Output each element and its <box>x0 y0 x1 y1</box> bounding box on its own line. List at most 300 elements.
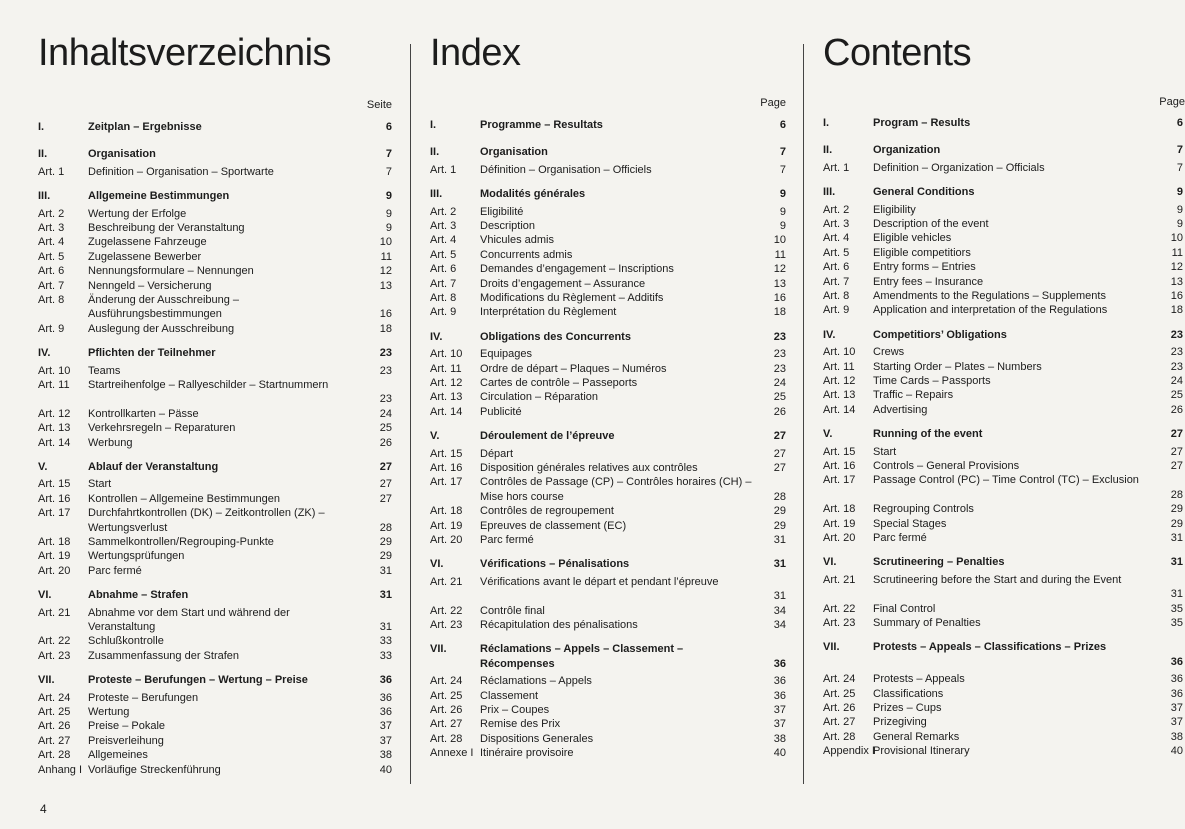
toc-title: Ordre de départ – Plaques – Numéros <box>480 362 667 375</box>
toc-page: 11 <box>1171 246 1183 259</box>
toc-title: Preise – Pokale <box>88 720 166 733</box>
toc-number: Art. 11 <box>38 379 70 391</box>
toc-page: 36 <box>379 691 392 704</box>
toc-title: Regrouping Controls <box>873 503 974 516</box>
toc-section <box>823 640 1185 669</box>
toc-entry <box>38 506 392 535</box>
toc-title: Prizes – Cups <box>873 702 942 714</box>
toc-title: Zusammenfassung der Strafen <box>88 649 240 662</box>
toc-page: 26 <box>1170 403 1183 416</box>
toc-title: Organisation <box>88 148 156 161</box>
toc-title: Crews <box>873 346 905 359</box>
toc-page: 27 <box>1170 460 1183 472</box>
english-column <box>823 0 1185 829</box>
toc-number: Art. 19 <box>430 519 463 532</box>
toc-number: VII. <box>823 641 840 654</box>
toc-title: Controls – General Provisions <box>873 460 1020 472</box>
toc-title: Wertungsprüfungen <box>88 550 185 563</box>
toc-page: 27 <box>379 461 392 473</box>
english-page-label: Page <box>1159 96 1185 108</box>
toc-number: Art. 24 <box>823 673 856 686</box>
toc-number: VI. <box>430 558 444 571</box>
toc-number: Art. 3 <box>823 218 850 230</box>
toc-page: 18 <box>773 306 786 319</box>
toc-title: Dispositions Generales <box>480 732 594 745</box>
toc-page: 40 <box>773 747 786 760</box>
toc-page: 27 <box>773 462 786 474</box>
toc-page: 24 <box>773 377 786 389</box>
toc-title: Entry forms – Entries <box>873 261 976 274</box>
toc-title: Kontrollkarten – Pässe <box>88 407 199 420</box>
toc-page: 36 <box>1170 687 1183 700</box>
toc-number: Art. 19 <box>823 517 856 530</box>
toc-title: Vorläufige Streckenführung <box>88 763 221 776</box>
toc-number: V. <box>823 428 833 441</box>
toc-title: Droits d’engagement – Assurance <box>480 277 646 290</box>
toc-page: 33 <box>379 635 392 648</box>
toc-page: 40 <box>1170 745 1183 758</box>
toc-page: 36 <box>773 675 786 688</box>
toc-number: Art. 26 <box>38 720 71 733</box>
toc-page: 18 <box>1170 304 1183 317</box>
toc-page: 13 <box>773 277 786 290</box>
toc-title: Abnahme vor dem Start und während der Veranstaltung <box>88 606 290 633</box>
toc-title: Auslegung der Ausschreibung <box>88 322 235 335</box>
toc-number: Art. 14 <box>823 403 856 416</box>
toc-number: Art. 21 <box>38 606 71 619</box>
toc-title: Description of the event <box>873 218 989 230</box>
toc-title: Equipages <box>480 348 532 361</box>
toc-page: 12 <box>379 265 392 278</box>
toc-page: 26 <box>379 436 392 449</box>
toc-title: Wertung <box>88 706 130 718</box>
toc-number: Art. 10 <box>38 364 71 377</box>
toc-page: 23 <box>1170 360 1183 373</box>
toc-number: Art. 21 <box>823 573 856 586</box>
toc-entry <box>38 606 392 635</box>
toc-page: 16 <box>1170 290 1183 302</box>
toc-number: Art. 14 <box>430 405 463 418</box>
toc-title: Abnahme – Strafen <box>88 589 189 602</box>
toc-number: II. <box>823 144 833 157</box>
toc-number: IV. <box>38 347 51 360</box>
toc-page: 7 <box>385 165 392 178</box>
toc-page: 27 <box>1170 428 1183 441</box>
toc-page: 10 <box>773 234 786 247</box>
toc-title: Vérifications – Pénalisations <box>480 558 630 571</box>
toc-title: Déroulement de l’épreuve <box>480 430 615 443</box>
toc-title: Nenngeld – Versicherung <box>88 279 212 292</box>
toc-number: III. <box>38 190 51 203</box>
toc-number: VII. <box>38 674 55 687</box>
toc-number: Art. 7 <box>430 277 457 290</box>
toc-title: Parc fermé <box>480 534 534 546</box>
toc-title: Allgemeine Bestimmungen <box>88 190 230 203</box>
toc-number: Art. 22 <box>38 635 71 648</box>
toc-page: 31 <box>1170 556 1183 569</box>
toc-number: Art. 20 <box>430 534 463 546</box>
toc-page: 9 <box>385 222 392 234</box>
toc-number: Art. 24 <box>38 691 71 704</box>
toc-number: Art. 26 <box>430 704 463 716</box>
toc-number: Art. 2 <box>430 205 457 218</box>
toc-title: Contrôle final <box>480 604 545 617</box>
toc-page: 36 <box>1170 655 1183 668</box>
toc-page: 9 <box>779 205 786 218</box>
toc-number: Art. 20 <box>38 564 71 577</box>
toc-entry <box>38 378 392 407</box>
toc-page: 24 <box>1170 375 1183 387</box>
toc-page: 9 <box>385 207 392 220</box>
toc-title: Definition – Organisation – Sportwarte <box>88 165 274 178</box>
toc-entry <box>823 473 1185 502</box>
toc-page: 27 <box>773 447 786 460</box>
toc-number: Art. 22 <box>823 602 856 615</box>
toc-page: 23 <box>1170 346 1183 359</box>
toc-page: 23 <box>379 364 392 377</box>
toc-entry <box>430 475 786 504</box>
toc-page: 7 <box>1176 144 1183 157</box>
toc-number: Art. 12 <box>430 377 463 389</box>
toc-page: 31 <box>379 589 392 602</box>
toc-title: Nennungsformulare – Nennungen <box>88 265 254 278</box>
toc-number: II. <box>38 148 48 161</box>
toc-title: Zugelassene Bewerber <box>88 250 202 263</box>
toc-number: Art. 27 <box>38 734 71 747</box>
toc-title: Beschreibung der Veranstaltung <box>88 222 245 234</box>
toc-page: 9 <box>385 190 392 203</box>
toc-section <box>430 642 786 671</box>
toc-title: Circulation – Réparation <box>480 391 599 404</box>
toc-number: Art. 12 <box>38 407 71 420</box>
toc-page: 23 <box>773 330 786 343</box>
toc-page: 31 <box>1170 532 1183 544</box>
toc-page: 26 <box>773 405 786 418</box>
toc-page: 9 <box>779 188 786 201</box>
toc-page: 9 <box>1176 218 1183 230</box>
toc-page: 23 <box>1170 328 1183 341</box>
toc-number: I. <box>38 121 45 133</box>
toc-page: 36 <box>1170 673 1183 686</box>
toc-page: 29 <box>773 505 786 518</box>
toc-number: Art. 4 <box>823 232 850 245</box>
toc-page: 36 <box>379 706 392 718</box>
toc-number: Art. 18 <box>823 503 856 516</box>
toc-number: Art. 25 <box>38 706 71 718</box>
toc-number: II. <box>430 146 440 159</box>
toc-page: 24 <box>379 407 392 420</box>
column-divider <box>410 44 411 784</box>
toc-title: Eligible competitiors <box>873 246 971 259</box>
toc-title: Prix – Coupes <box>480 704 550 716</box>
toc-page: 12 <box>1170 261 1183 274</box>
toc-number: Art. 2 <box>38 207 65 220</box>
toc-page: 35 <box>1170 602 1183 615</box>
toc-number: Art. 15 <box>430 447 463 460</box>
toc-page: 29 <box>379 536 392 548</box>
toc-number: V. <box>38 461 48 473</box>
toc-number: Art. 18 <box>430 505 463 518</box>
toc-title: Zugelassene Fahrzeuge <box>88 236 207 249</box>
toc-title: Sammelkontrollen/Regrouping-Punkte <box>88 536 274 548</box>
toc-title: Interprétation du Règlement <box>480 306 617 319</box>
toc-title: Schlußkontrolle <box>88 635 164 648</box>
toc-title: Parc fermé <box>873 532 927 544</box>
toc-title: Organization <box>873 144 941 157</box>
toc-title: Contrôles de regroupement <box>480 505 614 518</box>
german-title: Inhaltsverzeichnis <box>38 32 332 74</box>
toc-title: Time Cards – Passports <box>873 375 991 387</box>
column-divider <box>803 44 804 784</box>
toc-page: 37 <box>1170 716 1183 729</box>
toc-page: 31 <box>773 534 786 546</box>
french-title: Index <box>430 32 521 74</box>
toc-title: Summary of Penalties <box>873 617 981 629</box>
toc-number: Art. 22 <box>430 604 463 617</box>
toc-title: Durchfahrtkontrollen (DK) – Zeitkontrollen (ZK) – Wertungsverlust <box>88 507 325 534</box>
toc-page: 27 <box>1170 445 1183 458</box>
toc-page: 9 <box>779 220 786 232</box>
toc-page: 10 <box>379 236 392 249</box>
toc-number: Art. 28 <box>823 730 856 743</box>
toc-page: 36 <box>773 657 786 670</box>
toc-page: 6 <box>385 121 392 133</box>
toc-title: Scrutineering before the Start and during the Event <box>873 573 1122 586</box>
toc-title: Cartes de contrôle – Passeports <box>480 377 638 389</box>
toc-page: 28 <box>773 490 786 503</box>
toc-number: I. <box>823 117 830 129</box>
toc-title: Proteste – Berufungen – Wertung – Preise <box>88 674 308 687</box>
toc-number: VI. <box>823 556 837 569</box>
toc-number: Art. 15 <box>823 445 856 458</box>
toc-page: 31 <box>379 620 392 633</box>
toc-number: Art. 13 <box>823 389 856 402</box>
toc-title: Classifications <box>873 687 944 700</box>
toc-page: 25 <box>1170 389 1183 402</box>
toc-number: IV. <box>430 330 443 343</box>
toc-number: III. <box>823 186 836 199</box>
toc-number: Art. 9 <box>430 306 457 319</box>
toc-number: Art. 5 <box>430 248 457 261</box>
toc-page: 29 <box>1170 503 1183 516</box>
toc-title: Entry fees – Insurance <box>873 275 984 288</box>
toc-number: Art. 5 <box>38 250 65 263</box>
toc-page: 9 <box>1176 203 1183 216</box>
toc-page: 16 <box>773 292 786 304</box>
toc-title: Competitiors’ Obligations <box>873 328 1007 341</box>
toc-number: Art. 24 <box>430 675 463 688</box>
toc-page: 36 <box>773 689 786 702</box>
toc-number: Art. 8 <box>430 292 457 304</box>
toc-title: Scrutineering – Penalties <box>873 556 1005 569</box>
toc-page: 11 <box>774 248 786 261</box>
toc-title: Proteste – Berufungen <box>88 691 199 704</box>
toc-number: Art. 6 <box>38 265 65 278</box>
toc-page: 34 <box>773 619 786 631</box>
toc-entry <box>823 573 1185 602</box>
toc-number: Annexe I <box>430 747 474 760</box>
toc-page: 29 <box>1170 517 1183 530</box>
toc-number: Art. 5 <box>823 246 850 259</box>
toc-page: 23 <box>773 348 786 361</box>
toc-number: Art. 20 <box>823 532 856 544</box>
toc-title: Running of the event <box>873 428 983 441</box>
toc-title: Disposition générales relatives aux contrôles <box>480 462 698 474</box>
toc-title: Verkehrsregeln – Reparaturen <box>88 422 236 435</box>
toc-title: Classement <box>480 689 539 702</box>
toc-page: 28 <box>1170 488 1183 501</box>
toc-number: Appendix I <box>823 745 875 758</box>
toc-page: 10 <box>1170 232 1183 245</box>
toc-page: 23 <box>773 362 786 375</box>
toc-number: Art. 16 <box>38 492 71 505</box>
toc-page: 34 <box>773 604 786 617</box>
toc-title: Passage Control (PC) – Time Control (TC) – Exclusion <box>873 474 1139 487</box>
toc-title: Eligible vehicles <box>873 232 952 245</box>
toc-title: Organisation <box>480 146 548 159</box>
toc-page: 31 <box>773 590 786 603</box>
toc-number: Art. 1 <box>430 163 457 176</box>
toc-page: 37 <box>1170 702 1183 714</box>
toc-title: Start <box>88 478 112 491</box>
toc-title: Provisional Itinerary <box>873 745 970 758</box>
toc-number: IV. <box>823 328 836 341</box>
toc-title: Concurrents admis <box>480 248 573 261</box>
toc-title: Vérifications avant le départ et pendant l’épreuve <box>480 575 719 588</box>
toc-page: 6 <box>779 119 786 131</box>
toc-number: Art. 3 <box>38 222 65 234</box>
toc-title: Ablauf der Veranstaltung <box>88 461 219 473</box>
toc-title: Preisverleihung <box>88 734 164 747</box>
toc-page: 31 <box>379 564 392 577</box>
toc-title: Zeitplan – Ergebnisse <box>88 121 202 133</box>
toc-title: Epreuves de classement (EC) <box>480 519 627 532</box>
toc-page: 36 <box>379 674 392 687</box>
toc-number: Art. 18 <box>38 536 71 548</box>
toc-number: Art. 7 <box>38 279 65 292</box>
french-column <box>430 0 786 829</box>
toc-title: General Remarks <box>873 730 960 743</box>
toc-number: Art. 16 <box>823 460 856 472</box>
toc-title: Program – Results <box>873 117 971 129</box>
toc-title: Start <box>873 445 897 458</box>
toc-page: 40 <box>379 763 392 776</box>
toc-page: 31 <box>1170 588 1183 601</box>
toc-title: Traffic – Repairs <box>873 389 954 402</box>
toc-page: 11 <box>380 250 392 263</box>
toc-number: Art. 10 <box>430 348 463 361</box>
toc-number: Art. 1 <box>823 161 850 174</box>
toc-page: 7 <box>779 163 786 176</box>
toc-page: 7 <box>1176 161 1183 174</box>
toc-title: Eligibilité <box>480 205 524 218</box>
toc-title: Kontrollen – Allgemeine Bestimmungen <box>88 492 281 505</box>
toc-title: Modalités générales <box>480 188 586 201</box>
toc-number: Art. 14 <box>38 436 71 449</box>
toc-number: Art. 13 <box>430 391 463 404</box>
toc-number: III. <box>430 188 443 201</box>
toc-title: Pflichten der Teilnehmer <box>88 347 216 360</box>
toc-number: Art. 9 <box>38 322 65 335</box>
toc-title: Vhicules admis <box>480 234 554 247</box>
toc-number: Art. 11 <box>823 360 855 373</box>
toc-number: Art. 23 <box>430 619 463 631</box>
toc-number: Art. 1 <box>38 165 65 178</box>
toc-number: Art. 8 <box>38 294 65 306</box>
toc-number: Art. 3 <box>430 220 457 232</box>
toc-page: 9 <box>1176 186 1183 199</box>
german-page-label: Seite <box>366 99 392 111</box>
toc-page: 38 <box>1170 730 1183 743</box>
toc-page: 16 <box>379 308 392 321</box>
toc-page: 28 <box>379 521 392 534</box>
toc-title: Définition – Organisation – Officiels <box>480 163 652 176</box>
toc-title: Allgemeines <box>88 749 148 762</box>
toc-number: Art. 23 <box>38 649 71 662</box>
toc-title: Wertung der Erfolge <box>88 207 187 220</box>
toc-page: 13 <box>1170 275 1183 288</box>
toc-page: 23 <box>379 347 392 360</box>
toc-number: Art. 13 <box>38 422 71 435</box>
toc-title: Réclamations – Appels <box>480 675 592 688</box>
toc-entry <box>38 293 392 322</box>
toc-number: Art. 25 <box>430 689 463 702</box>
french-page-label: Page <box>760 97 786 109</box>
toc-number: Art. 28 <box>430 732 463 745</box>
toc-page: 38 <box>379 749 392 762</box>
toc-page: 23 <box>379 393 392 406</box>
toc-title: Publicité <box>480 405 522 418</box>
toc-number: V. <box>430 430 440 443</box>
toc-page: 33 <box>379 649 392 662</box>
toc-page: 12 <box>773 263 786 276</box>
toc-number: Art. 2 <box>823 203 850 216</box>
toc-page: 25 <box>773 391 786 404</box>
toc-number: Art. 6 <box>823 261 850 274</box>
toc-number: I. <box>430 119 437 131</box>
toc-entry <box>430 575 786 604</box>
toc-number: Art. 27 <box>823 716 856 729</box>
toc-title: Description <box>480 220 536 232</box>
toc-page: 37 <box>379 734 392 747</box>
toc-number: Anhang I <box>38 763 83 776</box>
toc-title: Obligations des Concurrents <box>480 330 631 343</box>
toc-title: Départ <box>480 447 514 460</box>
toc-title: Réclamations – Appels – Classement – Récompenses <box>480 643 684 670</box>
toc-number: Art. 16 <box>430 462 463 474</box>
toc-page: 37 <box>773 704 786 716</box>
toc-page: 13 <box>379 279 392 292</box>
toc-title: Startreihenfolge – Rallyeschilder – Startnummern <box>88 379 329 391</box>
toc-number: VII. <box>430 643 447 656</box>
toc-number: Art. 11 <box>430 362 462 375</box>
toc-title: Änderung der Ausschreibung – Ausführungsbestimmungen <box>88 294 240 321</box>
toc-number: Art. 27 <box>430 718 463 731</box>
toc-title: Teams <box>88 364 121 377</box>
toc-number: Art. 7 <box>823 275 850 288</box>
toc-title: Special Stages <box>873 517 947 530</box>
toc-number: Art. 10 <box>823 346 856 359</box>
toc-number: Art. 21 <box>430 575 463 588</box>
toc-number: Art. 9 <box>823 304 850 317</box>
toc-number: Art. 6 <box>430 263 457 276</box>
toc-number: Art. 23 <box>823 617 856 629</box>
toc-number: VI. <box>38 589 52 602</box>
toc-title: Protests – Appeals – Classifications – Prizes <box>873 641 1107 654</box>
toc-page: 18 <box>379 322 392 335</box>
toc-page: 25 <box>379 422 392 435</box>
toc-page: 29 <box>773 519 786 532</box>
